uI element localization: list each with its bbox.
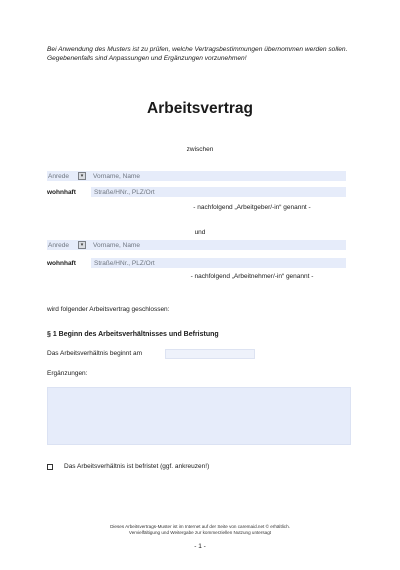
employer-residence-label: wohnhaft <box>47 188 76 196</box>
footer-line-1: Dieses Arbeitsvertrags-Muster ist im Internet auf der Seite von caremaid.net © erhältlich. <box>110 524 290 529</box>
employee-address-field[interactable]: Straße/HNr., PLZ/Ort <box>91 258 346 268</box>
employee-salutation-dropdown-button[interactable] <box>78 241 86 249</box>
section-1-heading: § 1 Beginn des Arbeitsverhältnisses und Befristung <box>47 331 219 338</box>
employee-salutation-label: Anrede <box>48 241 69 249</box>
employer-name-row <box>47 171 346 181</box>
fixed-term-checkbox[interactable] <box>47 464 53 470</box>
employer-salutation-select[interactable] <box>47 171 90 181</box>
footer-copyright <box>0 524 400 536</box>
employer-address-row <box>47 187 346 197</box>
chevron-down-icon: ▾ <box>80 172 84 179</box>
employee-residence-label: wohnhaft <box>47 259 76 267</box>
employer-salutation-dropdown-button[interactable] <box>78 172 86 180</box>
employee-address-row <box>47 258 346 268</box>
employer-name-field[interactable]: Vorname, Name <box>90 171 346 181</box>
usage-notice: Bei Anwendung des Musters ist zu prüfen, welche Vertragsbestimmungen übernommen werden sollen. Gegebenenfalls sind Anpassungen und Ergänzungen vorzunehmen! <box>47 46 348 62</box>
start-date-label: Das Arbeitsverhältnis beginnt am <box>47 350 143 357</box>
employee-salutation-select[interactable] <box>47 240 90 250</box>
between-label: zwischen <box>186 146 214 153</box>
and-label: und <box>194 229 206 236</box>
employer-salutation-label: Anrede <box>48 172 69 180</box>
fixed-term-label: Das Arbeitsverhältnis ist befristet (ggf. ankreuzen!) <box>64 463 210 470</box>
chevron-down-icon: ▾ <box>80 241 84 248</box>
additions-textarea[interactable] <box>47 387 351 445</box>
employee-name-row <box>47 240 346 250</box>
page-number: - 1 - <box>194 543 206 550</box>
employee-designation: - nachfolgend „Arbeitnehmer/-in“ genannt - <box>190 273 314 280</box>
employee-name-field[interactable]: Vorname, Name <box>90 240 346 250</box>
additions-label: Ergänzungen: <box>47 370 88 377</box>
employer-designation: - nachfolgend „Arbeitgeber/-in“ genannt - <box>193 204 311 211</box>
footer-line-2: Vervielfältigung und Weitergabe zur kommerziellen Nutzung untersagt <box>128 530 272 535</box>
start-date-input[interactable] <box>165 349 255 359</box>
document-title: Arbeitsvertrag <box>147 100 253 117</box>
contract-concluded-text: wird folgender Arbeitsvertrag geschlossen: <box>47 306 170 313</box>
employer-address-field[interactable]: Straße/HNr., PLZ/Ort <box>91 187 346 197</box>
